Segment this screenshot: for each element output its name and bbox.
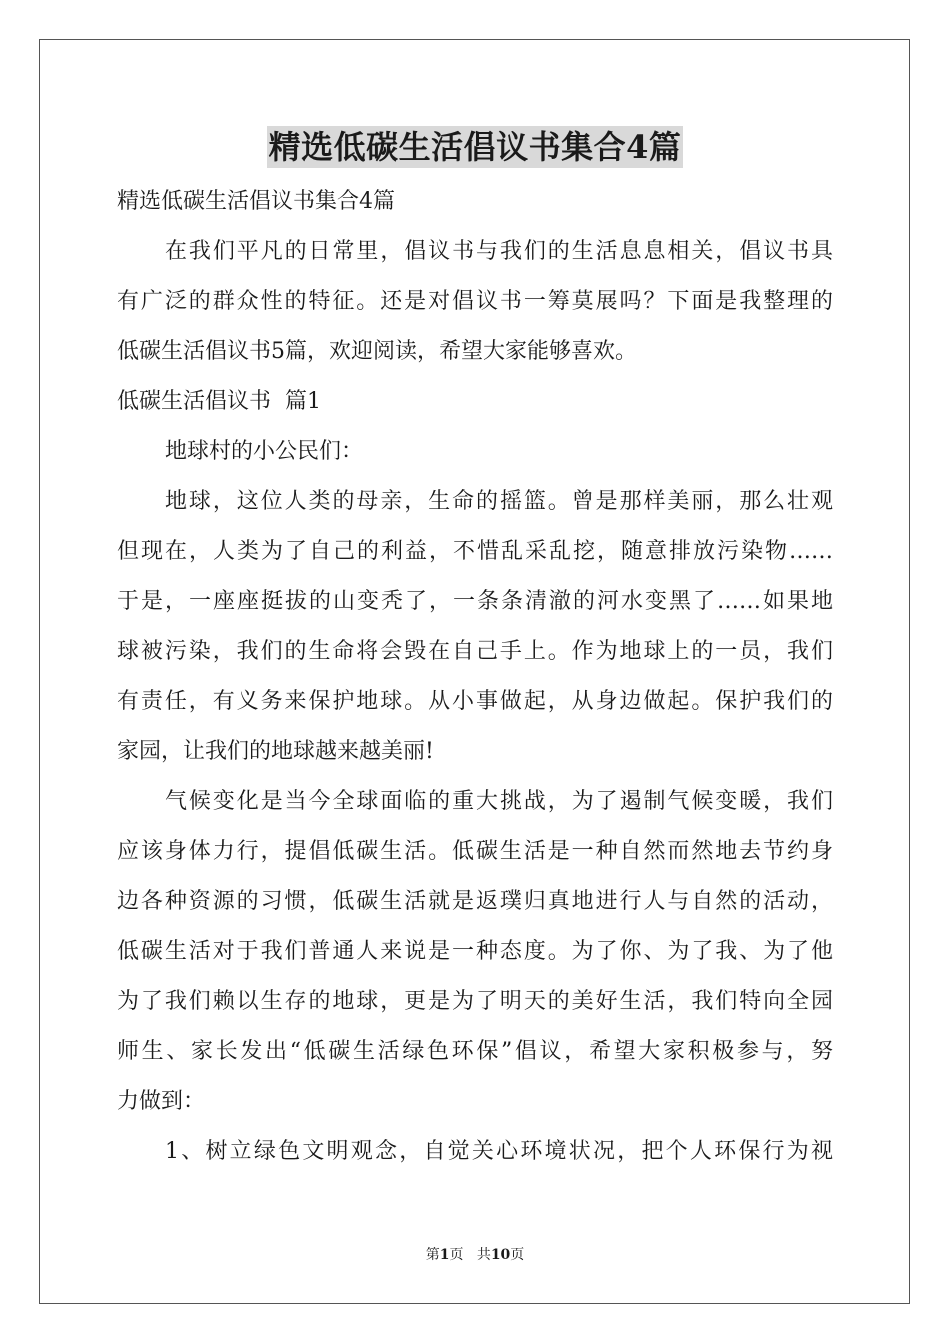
paragraph-line: 低碳生活倡议书5篇，欢迎阅读，希望大家能够喜欢。 [117,339,637,364]
paragraph-line: 为了我们赖以生存的地球，更是为了明天的美好生活，我们特向全园 [117,989,833,1014]
footer-page-suffix: 页 [449,1247,464,1263]
paragraph-line: 有广泛的群众性的特征。还是对倡议书一筹莫展吗？下面是我整理的 [117,289,833,314]
document-title: 精选低碳生活倡议书集合4篇 [268,128,682,166]
footer-page-number: 1 [439,1247,450,1263]
footer-total-number: 10 [490,1247,511,1263]
paragraph-line: 球被污染，我们的生命将会毁在自己手上。作为地球上的一员，我们 [117,639,833,664]
footer-total-suffix: 页 [510,1247,525,1263]
paragraph-line: 边各种资源的习惯，低碳生活就是返璞归真地进行人与自然的活动， [117,889,833,914]
footer-page-prefix: 第 [425,1247,440,1263]
salutation-line: 地球村的小公民们： [165,439,364,464]
document-body [117,177,833,1177]
paragraph-line: 有责任，有义务来保护地球。从小事做起，从身边做起。保护我们的 [117,689,833,714]
paragraph-line: 应该身体力行，提倡低碳生活。低碳生活是一种自然而然地去节约身 [117,839,833,864]
paragraph-line: 但现在，人类为了自己的利益，不惜乱采乱挖，随意排放污染物…… [117,539,833,564]
paragraph-line: 气候变化是当今全球面临的重大挑战，为了遏制气候变暖，我们 [165,789,833,814]
paragraph-line: 力做到： [117,1089,206,1114]
paragraph-line: 在我们平凡的日常里，倡议书与我们的生活息息相关，倡议书具 [165,239,833,264]
paragraph-line: 地球，这位人类的母亲，生命的摇篮。曾是那样美丽，那么壮观 [165,489,833,514]
paragraph-line: 于是，一座座挺拔的山变秃了，一条条清澈的河水变黑了……如果地 [117,589,833,614]
section-heading: 低碳生活倡议书 篇1 [117,389,321,414]
paragraph-line: 家园，让我们的地球越来越美丽! [117,739,434,764]
paragraph-line: 低碳生活对于我们普通人来说是一种态度。为了你、为了我、为了他 [117,939,833,964]
subtitle-line: 精选低碳生活倡议书集合4篇 [117,189,395,214]
list-item-line: 1、树立绿色文明观念，自觉关心环境状况，把个人环保行为视 [165,1139,833,1164]
paragraph-line: 师生、家长发出“低碳生活绿色环保”倡议，希望大家积极参与，努 [117,1039,833,1064]
page-footer [0,1245,950,1265]
footer-total-prefix: 共 [476,1247,491,1263]
title-container [0,126,950,168]
